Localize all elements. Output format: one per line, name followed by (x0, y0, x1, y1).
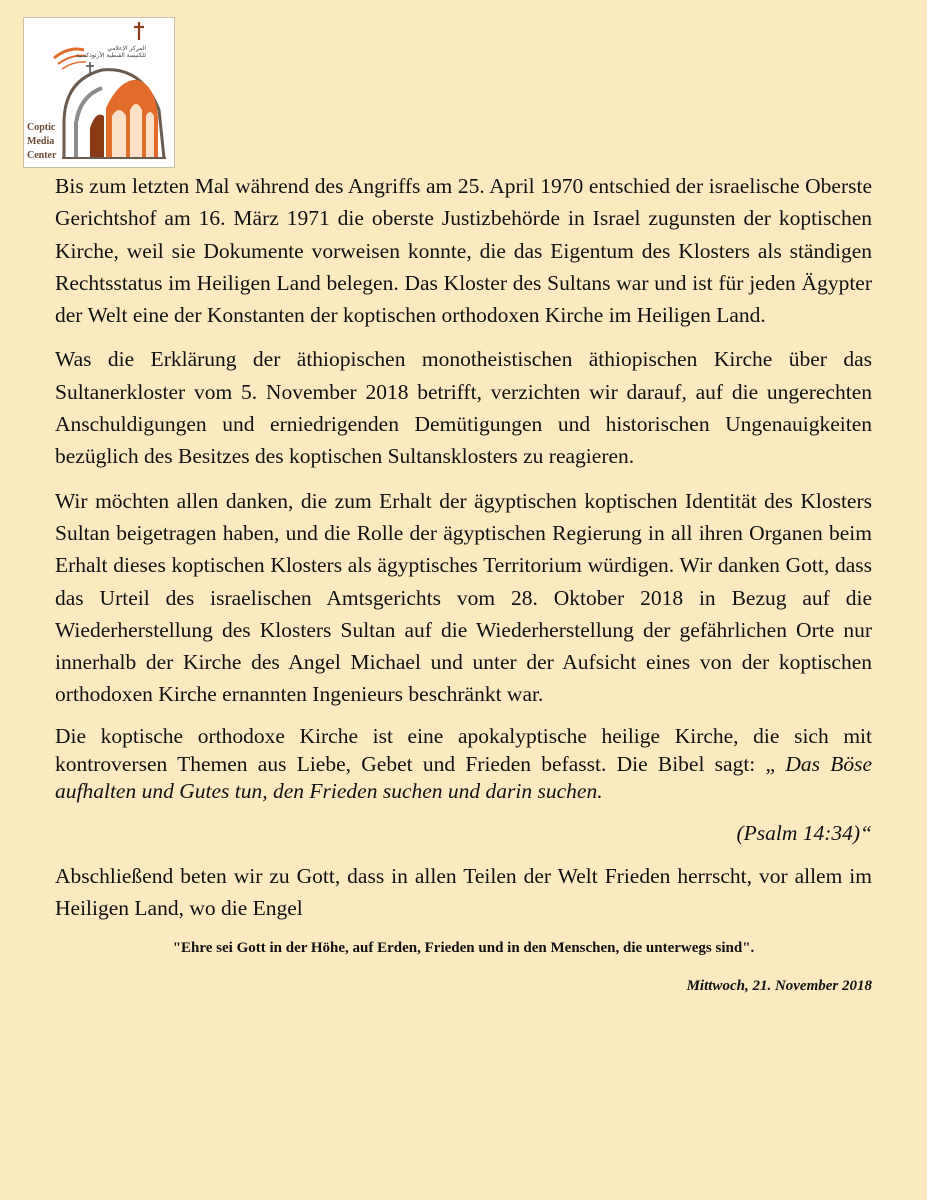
logo-name-line-2: Media (27, 136, 55, 147)
logo-arabic-line-1: المركز الإعلامي (107, 45, 146, 52)
paragraph-4 (55, 723, 872, 806)
logo-name-line-1: Coptic (27, 122, 56, 133)
date-line: Mittwoch, 21. November 2018 (686, 977, 872, 994)
paragraph-4-text: Die koptische orthodoxe Kirche ist eine apokalyptische heilige Kirche, die sich mit kontroversen Themen aus Liebe, Gebet und Frieden befasst. Die Bibel sagt: „ (55, 723, 872, 776)
coptic-media-center-logo (23, 17, 175, 168)
paragraph-5: Abschließend beten wir zu Gott, dass in allen Teilen der Welt Frieden herrscht, vor allem im Heiligen Land, wo die Engel (55, 864, 872, 921)
paragraph-3: Wir möchten allen danken, die zum Erhalt der ägyptischen koptischen Identität des Klosters Sultan beigetragen haben, und die Rolle der ägyptischen Regierung in all ihren Organen beim Erhalt dieses koptischen Klosters als ägyptisches Territorium würdigen. Wir danken Gott, dass das Urteil des israelischen Amtsgerichts vom 28. Oktober 2018 in Bezug auf die Wiederherstellung des Klosters Sultan auf die Wiederherstellung der gefährlichen Orte nur innerhalb der Kirche des Angel Michael und unter der Aufsicht eines von der koptischen orthodoxen Kirche ernannten Ingenieurs beschränkt war. (55, 488, 872, 707)
logo-arabic-text (75, 45, 146, 59)
paragraph-2: Was die Erklärung der äthiopischen monotheistischen äthiopischen Kirche über das Sultanerkloster vom 5. November 2018 betrifft, verzichten wir darauf, auf die ungerechten Anschuldigungen und erniedrigenden Demütigungen und historischen Ungenauigkeiten bezüglich des Besitzes des koptischen Sultansklosters zu reagieren. (55, 347, 872, 469)
logo-name-line-3: Center (27, 150, 57, 161)
bible-quote: Das Böse aufhalten und Gutes tun, den Frieden suchen und darin suchen. (55, 751, 873, 804)
letter-body (55, 170, 872, 997)
psalm-reference: (Psalm 14:34)“ (736, 821, 872, 846)
logo-arabic-line-2: للكنيسة القبطية الأرثوذكسية (75, 52, 146, 59)
closing-quote: "Ehre sei Gott in der Höhe, auf Erden, Frieden und in den Menschen, die unterwegs sind". (172, 939, 755, 956)
paragraph-1: Bis zum letzten Mal während des Angriffs am 25. April 1970 entschied der israelische Oberste Gerichtshof am 16. März 1971 die oberste Justizbehörde in Israel zugunsten der koptischen Kirche, weil sie Dokumente vorweisen konnte, die das Eigentum des Klosters als ständigen Rechtsstatus im Heiligen Land belegen. Das Kloster des Sultans war und ist für jeden Ägypter der Welt eine der Konstanten der koptischen orthodoxen Kirche im Heiligen Land. (55, 174, 872, 328)
